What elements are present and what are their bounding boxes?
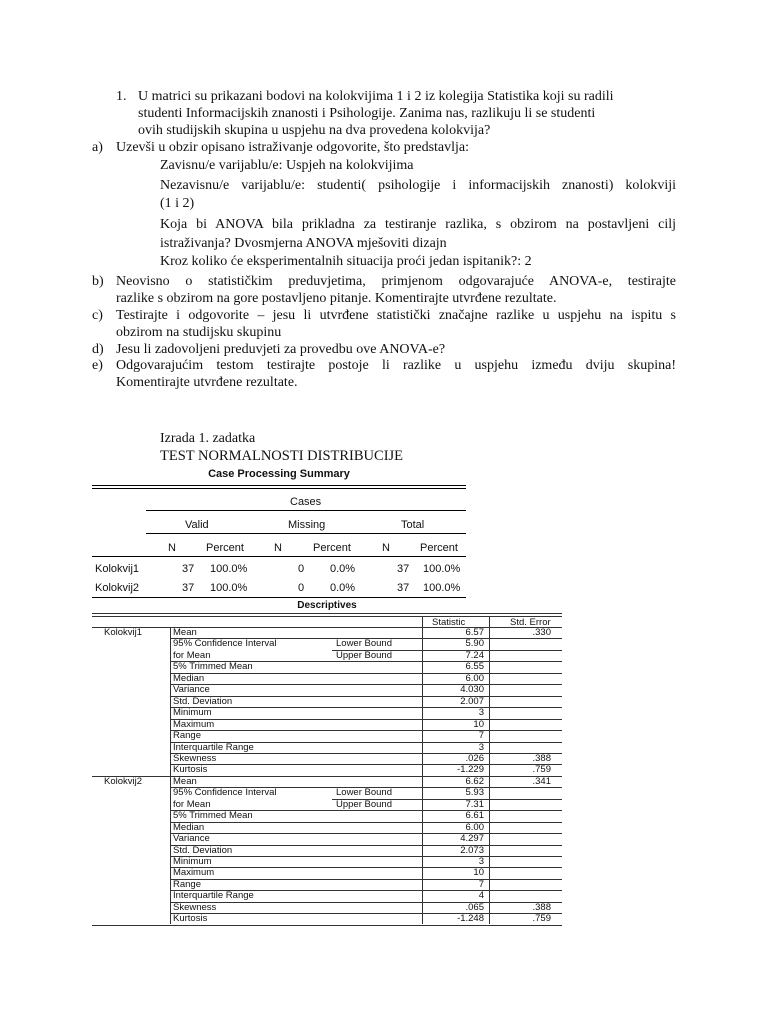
- descriptives-row-label: Interquartile Range: [173, 741, 254, 753]
- descriptives-statistic: 5.90: [465, 638, 484, 650]
- descriptives-statistic: 6.00: [465, 821, 484, 833]
- part-a-independent-cont: (1 i 2): [160, 196, 195, 211]
- descriptives-statistic: .026: [465, 752, 484, 764]
- descriptives-row-sublabel: Upper Bound: [336, 798, 392, 810]
- descriptives-std-error: .330: [532, 627, 551, 638]
- case-cell: 0: [298, 582, 305, 594]
- descriptives-row-label: Median: [173, 821, 205, 833]
- descriptives-statistic: 4: [478, 890, 484, 902]
- test-heading: TEST NORMALNOSTI DISTRIBUCIJE: [160, 448, 404, 464]
- descriptives-statistic: 7: [478, 878, 484, 890]
- descriptives-statistic: 7.24: [465, 649, 484, 661]
- descriptives-statistic: 10: [473, 718, 484, 730]
- descriptives-row-label: Median: [173, 672, 205, 684]
- descriptives-std-error: .759: [532, 764, 551, 776]
- case-cell: 37: [182, 563, 195, 575]
- part-c-label: c): [92, 308, 103, 323]
- case-summary-title: Case Processing Summary: [208, 468, 350, 480]
- part-a-text: Uzevši u obzir opisano istraživanje odgovorite, što predstavlja:: [116, 140, 470, 155]
- descriptives-row-label: Kurtosis: [173, 913, 208, 925]
- part-a-label: a): [92, 140, 103, 155]
- descriptives-row-label: Variance: [173, 833, 210, 845]
- descriptives-row-label: Std. Deviation: [173, 695, 233, 707]
- row-divider: [170, 822, 562, 823]
- descriptives-statistic: 5.93: [465, 787, 484, 799]
- descriptives-std-error: .341: [532, 775, 551, 787]
- part-a-independent: Nezavisnu/e varijablu/e: studenti( psihologije i informacijskih znanosti) kolokviji: [160, 178, 676, 193]
- part-c-line-1: Testirajte i odgovorite – jesu li utvrđene statistički značajne razlike u uspjehu na ispitu s: [116, 308, 676, 323]
- part-e-label: e): [92, 358, 103, 373]
- subheader-n: N: [168, 542, 176, 554]
- subheader-n: N: [274, 542, 282, 554]
- question-number: 1.: [116, 89, 127, 104]
- descriptives-std-error: .388: [532, 752, 551, 764]
- descriptives-std-error: .388: [532, 901, 551, 913]
- descriptives-row-sublabel: Upper Bound: [336, 649, 392, 661]
- part-d-label: d): [92, 342, 104, 357]
- subheader-percent: Percent: [420, 542, 458, 554]
- case-cell: 100.0%: [210, 582, 248, 594]
- descriptives-statistic: -1.248: [457, 913, 484, 925]
- row-divider: [170, 856, 562, 857]
- row-divider: [170, 684, 562, 685]
- descriptives-row-label: Skewness: [173, 752, 217, 764]
- descriptives-row-sublabel: Lower Bound: [336, 638, 392, 650]
- descriptives-statistic: .065: [465, 901, 484, 913]
- descriptives-row-label: Maximum: [173, 867, 215, 879]
- descriptives-row-label: Range: [173, 878, 201, 890]
- descriptives-statistic: 10: [473, 867, 484, 879]
- descriptives-statistic: 6.57: [465, 627, 484, 638]
- descriptives-row-label: 5% Trimmed Mean: [173, 661, 253, 673]
- descriptives-row-label: Mean: [173, 627, 197, 638]
- valid-header: Valid: [185, 519, 209, 531]
- descriptives-statistic: 6.61: [465, 810, 484, 822]
- descriptives-statistic: 4.297: [460, 833, 484, 845]
- table-bottom-border: [92, 925, 562, 926]
- descriptives-row-label: for Mean: [173, 798, 211, 810]
- subheader-n: N: [382, 542, 390, 554]
- descriptives-statistic: 3: [478, 741, 484, 753]
- case-row-label: Kolokvij1: [95, 563, 140, 575]
- question-line-2: studenti Informacijskih znanosti i Psihologije. Zanima nas, razlikuju li se studenti: [138, 106, 596, 121]
- descriptives-statistic: 7.31: [465, 798, 484, 810]
- case-cell: 37: [182, 582, 195, 594]
- descriptives-statistic: 3: [478, 707, 484, 719]
- case-cell: 100.0%: [423, 582, 461, 594]
- descriptives-group-label: Kolokvij1: [104, 627, 143, 638]
- descriptives-statistic: 3: [478, 856, 484, 867]
- row-divider: [170, 867, 562, 868]
- row-divider: [170, 730, 562, 731]
- row-divider: [170, 707, 562, 708]
- descriptives-row-sublabel: Lower Bound: [336, 787, 392, 799]
- descriptives-title: Descriptives: [297, 600, 357, 611]
- subheader-percent: Percent: [206, 542, 244, 554]
- descriptives-statistic: 4.030: [460, 684, 484, 696]
- descriptives-statistic: 6.55: [465, 661, 484, 673]
- part-a-anova-question: Koja bi ANOVA bila prikladna za testiranje razlika, s obzirom na postavljeni cilj: [160, 217, 676, 232]
- part-a-situations: Kroz koliko će eksperimentalnih situacija proći jedan ispitanik?: 2: [160, 254, 532, 269]
- descriptives-statistic: 6.00: [465, 672, 484, 684]
- descriptives-row-label: Std. Deviation: [173, 844, 233, 856]
- descriptives-statistic: -1.229: [457, 764, 484, 776]
- descriptives-row-label: for Mean: [173, 649, 211, 661]
- izrada-heading: Izrada 1. zadatka: [160, 431, 256, 446]
- case-cell: 100.0%: [210, 563, 248, 575]
- part-a-dependent: Zavisnu/e varijablu/e: Uspjeh na kolokvijima: [160, 158, 414, 173]
- descriptives-row-label: 95% Confidence Interval: [173, 638, 277, 650]
- descriptives-row-label: Mean: [173, 775, 197, 787]
- case-cell: 37: [397, 582, 410, 594]
- statistic-header: Statistic: [432, 617, 466, 628]
- case-cell: 100.0%: [423, 563, 461, 575]
- part-c-line-2: obzirom na studijsku skupinu: [116, 325, 282, 340]
- part-b-line-1: Neovisno o statističkim preduvjetima, primjenom odgovarajuće ANOVA-e, testirajte: [116, 274, 676, 289]
- descriptives-row-label: Maximum: [173, 718, 215, 730]
- case-cell: 0.0%: [330, 582, 356, 594]
- part-d-text: Jesu li zadovoljeni preduvjeti za provedbu ove ANOVA-e?: [116, 342, 446, 357]
- descriptives-std-error: .759: [532, 913, 551, 925]
- part-b-line-2: razlike s obzirom na gore postavljeno pitanje. Komentirajte utvrđene rezultate.: [116, 291, 557, 306]
- descriptives-row-label: Minimum: [173, 856, 212, 867]
- part-e-line-1: Odgovarajućim testom testirajte postoje li razlike u uspjehu između dviju skupina!: [116, 358, 676, 373]
- total-header: Total: [401, 519, 425, 531]
- descriptives-row-label: Skewness: [173, 901, 217, 913]
- question-line-1: U matrici su prikazani bodovi na kolokvijima 1 i 2 iz kolegija Statistika koji su radili: [138, 89, 614, 104]
- descriptives-row-label: Variance: [173, 684, 210, 696]
- row-divider: [170, 673, 562, 674]
- row-divider: [170, 719, 562, 720]
- part-a-anova-answer: istraživanja? Dvosmjerna ANOVA mješoviti dizajn: [160, 236, 447, 251]
- part-b-label: b): [92, 274, 104, 289]
- descriptives-row-label: Minimum: [173, 707, 212, 719]
- descriptives-row-label: Interquartile Range: [173, 890, 254, 902]
- case-cell: 0.0%: [330, 563, 356, 575]
- part-e-line-2: Komentirajte utvrđene rezultate.: [116, 375, 298, 390]
- subheader-percent: Percent: [313, 542, 351, 554]
- descriptives-row-label: Range: [173, 730, 201, 742]
- descriptives-statistic: 2.073: [460, 844, 484, 856]
- case-cell: 0: [298, 563, 305, 575]
- descriptives-statistic: 6.62: [465, 775, 484, 787]
- descriptives-row-label: 95% Confidence Interval: [173, 787, 277, 799]
- descriptives-statistic: 2.007: [460, 695, 484, 707]
- descriptives-row-label: Kurtosis: [173, 764, 208, 776]
- std-error-header: Std. Error: [510, 617, 551, 628]
- cases-header: Cases: [290, 496, 322, 508]
- row-divider: [170, 879, 562, 880]
- case-cell: 37: [397, 563, 410, 575]
- missing-header: Missing: [288, 519, 326, 531]
- question-line-3: ovih studijskih skupina u uspjehu na dva provedena kolokvija?: [138, 123, 491, 138]
- descriptives-statistic: 7: [478, 730, 484, 742]
- case-row-label: Kolokvij2: [95, 582, 140, 594]
- descriptives-row-label: 5% Trimmed Mean: [173, 810, 253, 822]
- descriptives-group-label: Kolokvij2: [104, 775, 143, 787]
- row-divider: [170, 833, 562, 834]
